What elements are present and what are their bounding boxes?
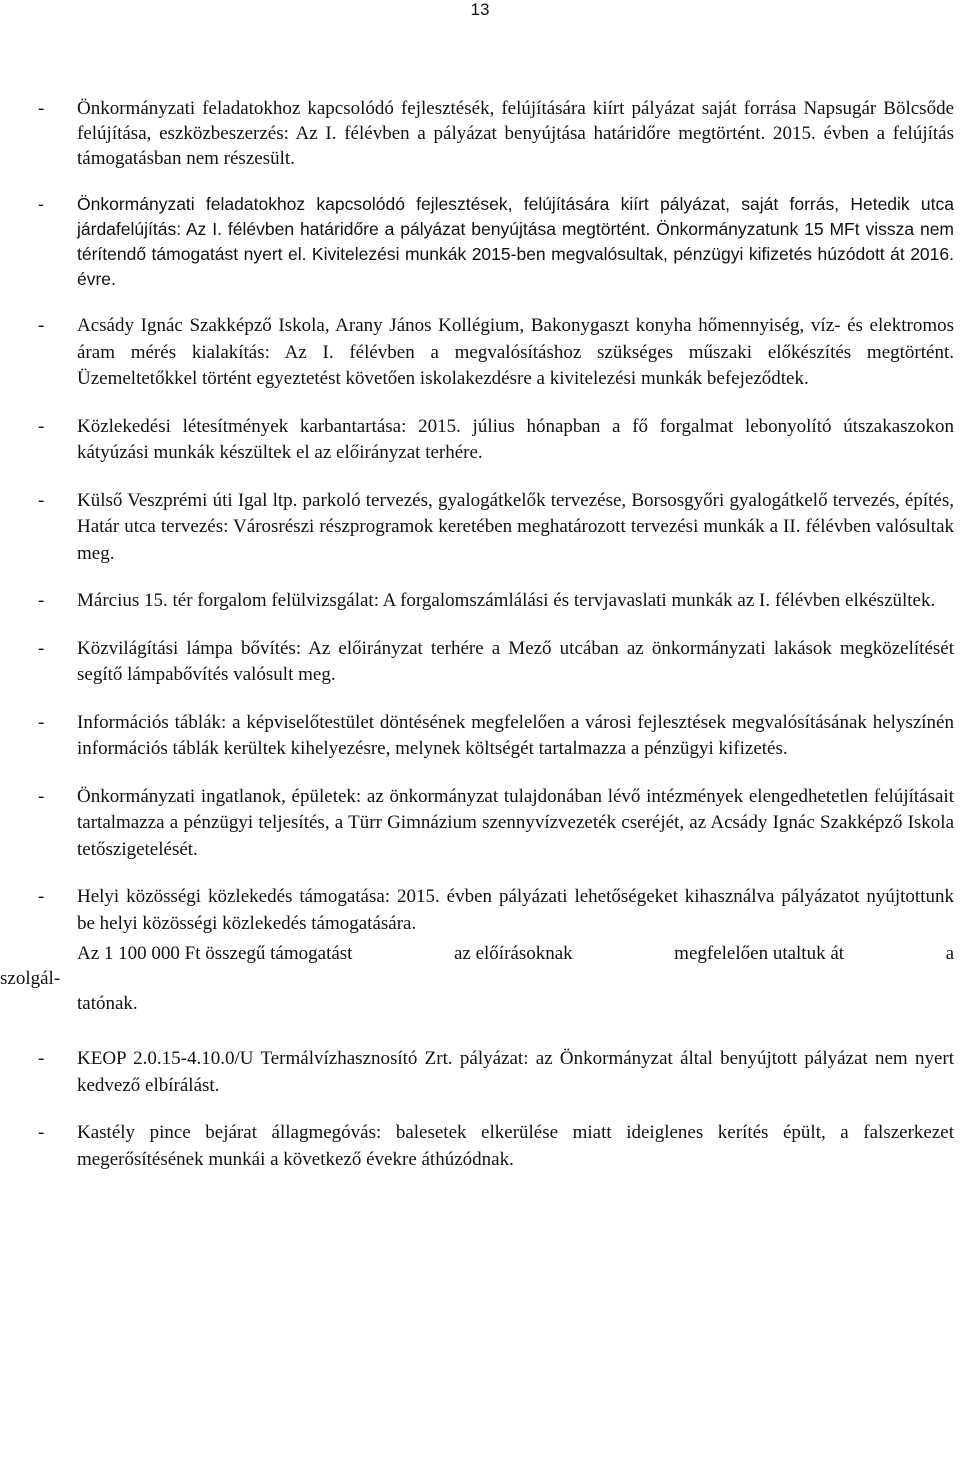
list-item <box>0 1046 960 1099</box>
text-segment: az előírásoknak <box>453 943 573 964</box>
bullet-dash: - <box>38 489 45 511</box>
bullet-dash: - <box>38 415 45 437</box>
list-item <box>0 96 960 171</box>
list-item <box>0 588 960 615</box>
list-item <box>0 1120 960 1173</box>
bullet-dash: - <box>38 590 45 611</box>
list-item <box>0 884 960 937</box>
list-item <box>0 313 960 393</box>
bullet-dash: - <box>38 98 45 119</box>
list-item-text: Önkormányzati feladatokhoz kapcsolódó fejlesztések, felújítására kiírt pályázat, saját forrás, Hetedik utca járdafelújítás: Az I. félévben határidőre a pályázat benyújtása megtörtént. Önkormányzatunk 15 MFt vissza nem térítendő támogatást nyert el. Kivitelezési munkák 2015-ben megvalósultak, pénzügyi kifizetés húzódott át 2016. évre. <box>77 194 954 289</box>
list-item-text: Közvilágítási lámpa bővítés: Az előirányzat terhére a Mező utcában az önkormányzati lakások megközelítését segítő lámpabővítés valósult meg. <box>77 637 954 685</box>
continuation-line: tatónak. <box>77 993 138 1014</box>
bullet-dash: - <box>38 711 45 733</box>
list-item <box>0 488 960 568</box>
list-item-text: Külső Veszprémi úti Igal ltp. parkoló tervezés, gyalogátkelők tervezése, Borsosgyőri gyalogátkelő tervezés, építés, Határ utca tervezés: Városrészi részprogramok keretében meghatározott tervezési munkák a II. félévben valósultak meg. <box>77 489 954 564</box>
text-segment: megfelelően utaltuk át <box>674 943 845 964</box>
list-item-text: Információs táblák: a képviselőtestület döntésének megfelelően a városi fejlesztések megvalósításának helyszínén információs táblák kerültek kihelyezésre, melynek költségét tartalmazza a pénzügyi kifizetés. <box>77 711 954 759</box>
list-item-text: Helyi közösségi közlekedés támogatása: 2015. évben pályázati lehetőségeket kihasználva pályázatot nyújtottunk be helyi közösségi közlekedés támogatására. <box>77 886 954 934</box>
list-item <box>0 784 960 864</box>
list-item-text: Március 15. tér forgalom felülvizsgálat: A forgalomszámlálási és tervjavaslati munkák az I. félévben elkészültek. <box>77 590 936 611</box>
list-item <box>0 192 960 292</box>
bullet-dash: - <box>38 886 45 907</box>
bullet-dash: - <box>38 315 45 336</box>
continuation-line <box>77 941 954 966</box>
text-segment: a <box>945 943 954 964</box>
list-item <box>0 414 960 467</box>
list-item-text: Acsády Ignác Szakképző Iskola, Arany János Kollégium, Bakonygaszt konyha hőmennyiség, víz- és elektromos áram mérés kialakítás: Az I. félévben a megvalósításhoz szükséges műszaki előkészítés megtörtént. Üzemeltetőkkel történt egyeztetést követően iskolakezdésre a kivitelezési munkák befejeződtek. <box>77 315 954 389</box>
list-item <box>0 710 960 763</box>
continuation-paragraph <box>0 941 960 1016</box>
bullet-dash: - <box>38 637 45 659</box>
hyphenated-word-start: szolgál- <box>0 968 61 989</box>
list-item-text: Közlekedési létesítmények karbantartása: 2015. július hónapban a fő forgalmat lebonyolító útszakaszokon kátyúzási munkák készültek el az előirányzat terhére. <box>77 415 954 463</box>
page-number: 13 <box>470 0 490 19</box>
list-item-text: KEOP 2.0.15-4.10.0/U Termálvízhasznosító Zrt. pályázat: az Önkormányzat által benyújtott pályázat nem nyert kedvező elbírálást. <box>77 1048 954 1096</box>
list-item-text: Önkormányzati ingatlanok, épületek: az önkormányzat tulajdonában lévő intézmények elengedhetetlen felújításait tartalmazza a pénzügyi teljesítés, a Türr Gimnázium szennyvízvezeték cseréjét, az Acsády Ignác Szakképző Iskola tetőszigetelését. <box>77 785 954 860</box>
bullet-dash: - <box>38 1122 45 1143</box>
document-body <box>0 96 960 1194</box>
bullet-dash: - <box>38 1048 45 1069</box>
list-item <box>0 636 960 689</box>
text-segment: Az 1 100 000 Ft összegű támogatást <box>77 943 353 964</box>
bullet-dash: - <box>38 194 44 214</box>
list-item-text: Kastély pince bejárat állagmegóvás: balesetek elkerülése miatt ideiglenes kerítés épült, a falszerkezet megerősítésének munkái a következő évekre áthúzódnak. <box>77 1122 954 1170</box>
bullet-dash: - <box>38 785 45 807</box>
list-item-text: Önkormányzati feladatokhoz kapcsolódó fejlesztésék, felújítására kiírt pályázat saját forrása Napsugár Bölcsőde felújítása, eszközbeszerzés: Az I. félévben a pályázat benyújtása határidőre megtörtént. 2015. évben a felújítás támogatásban nem részesült. <box>77 98 954 169</box>
